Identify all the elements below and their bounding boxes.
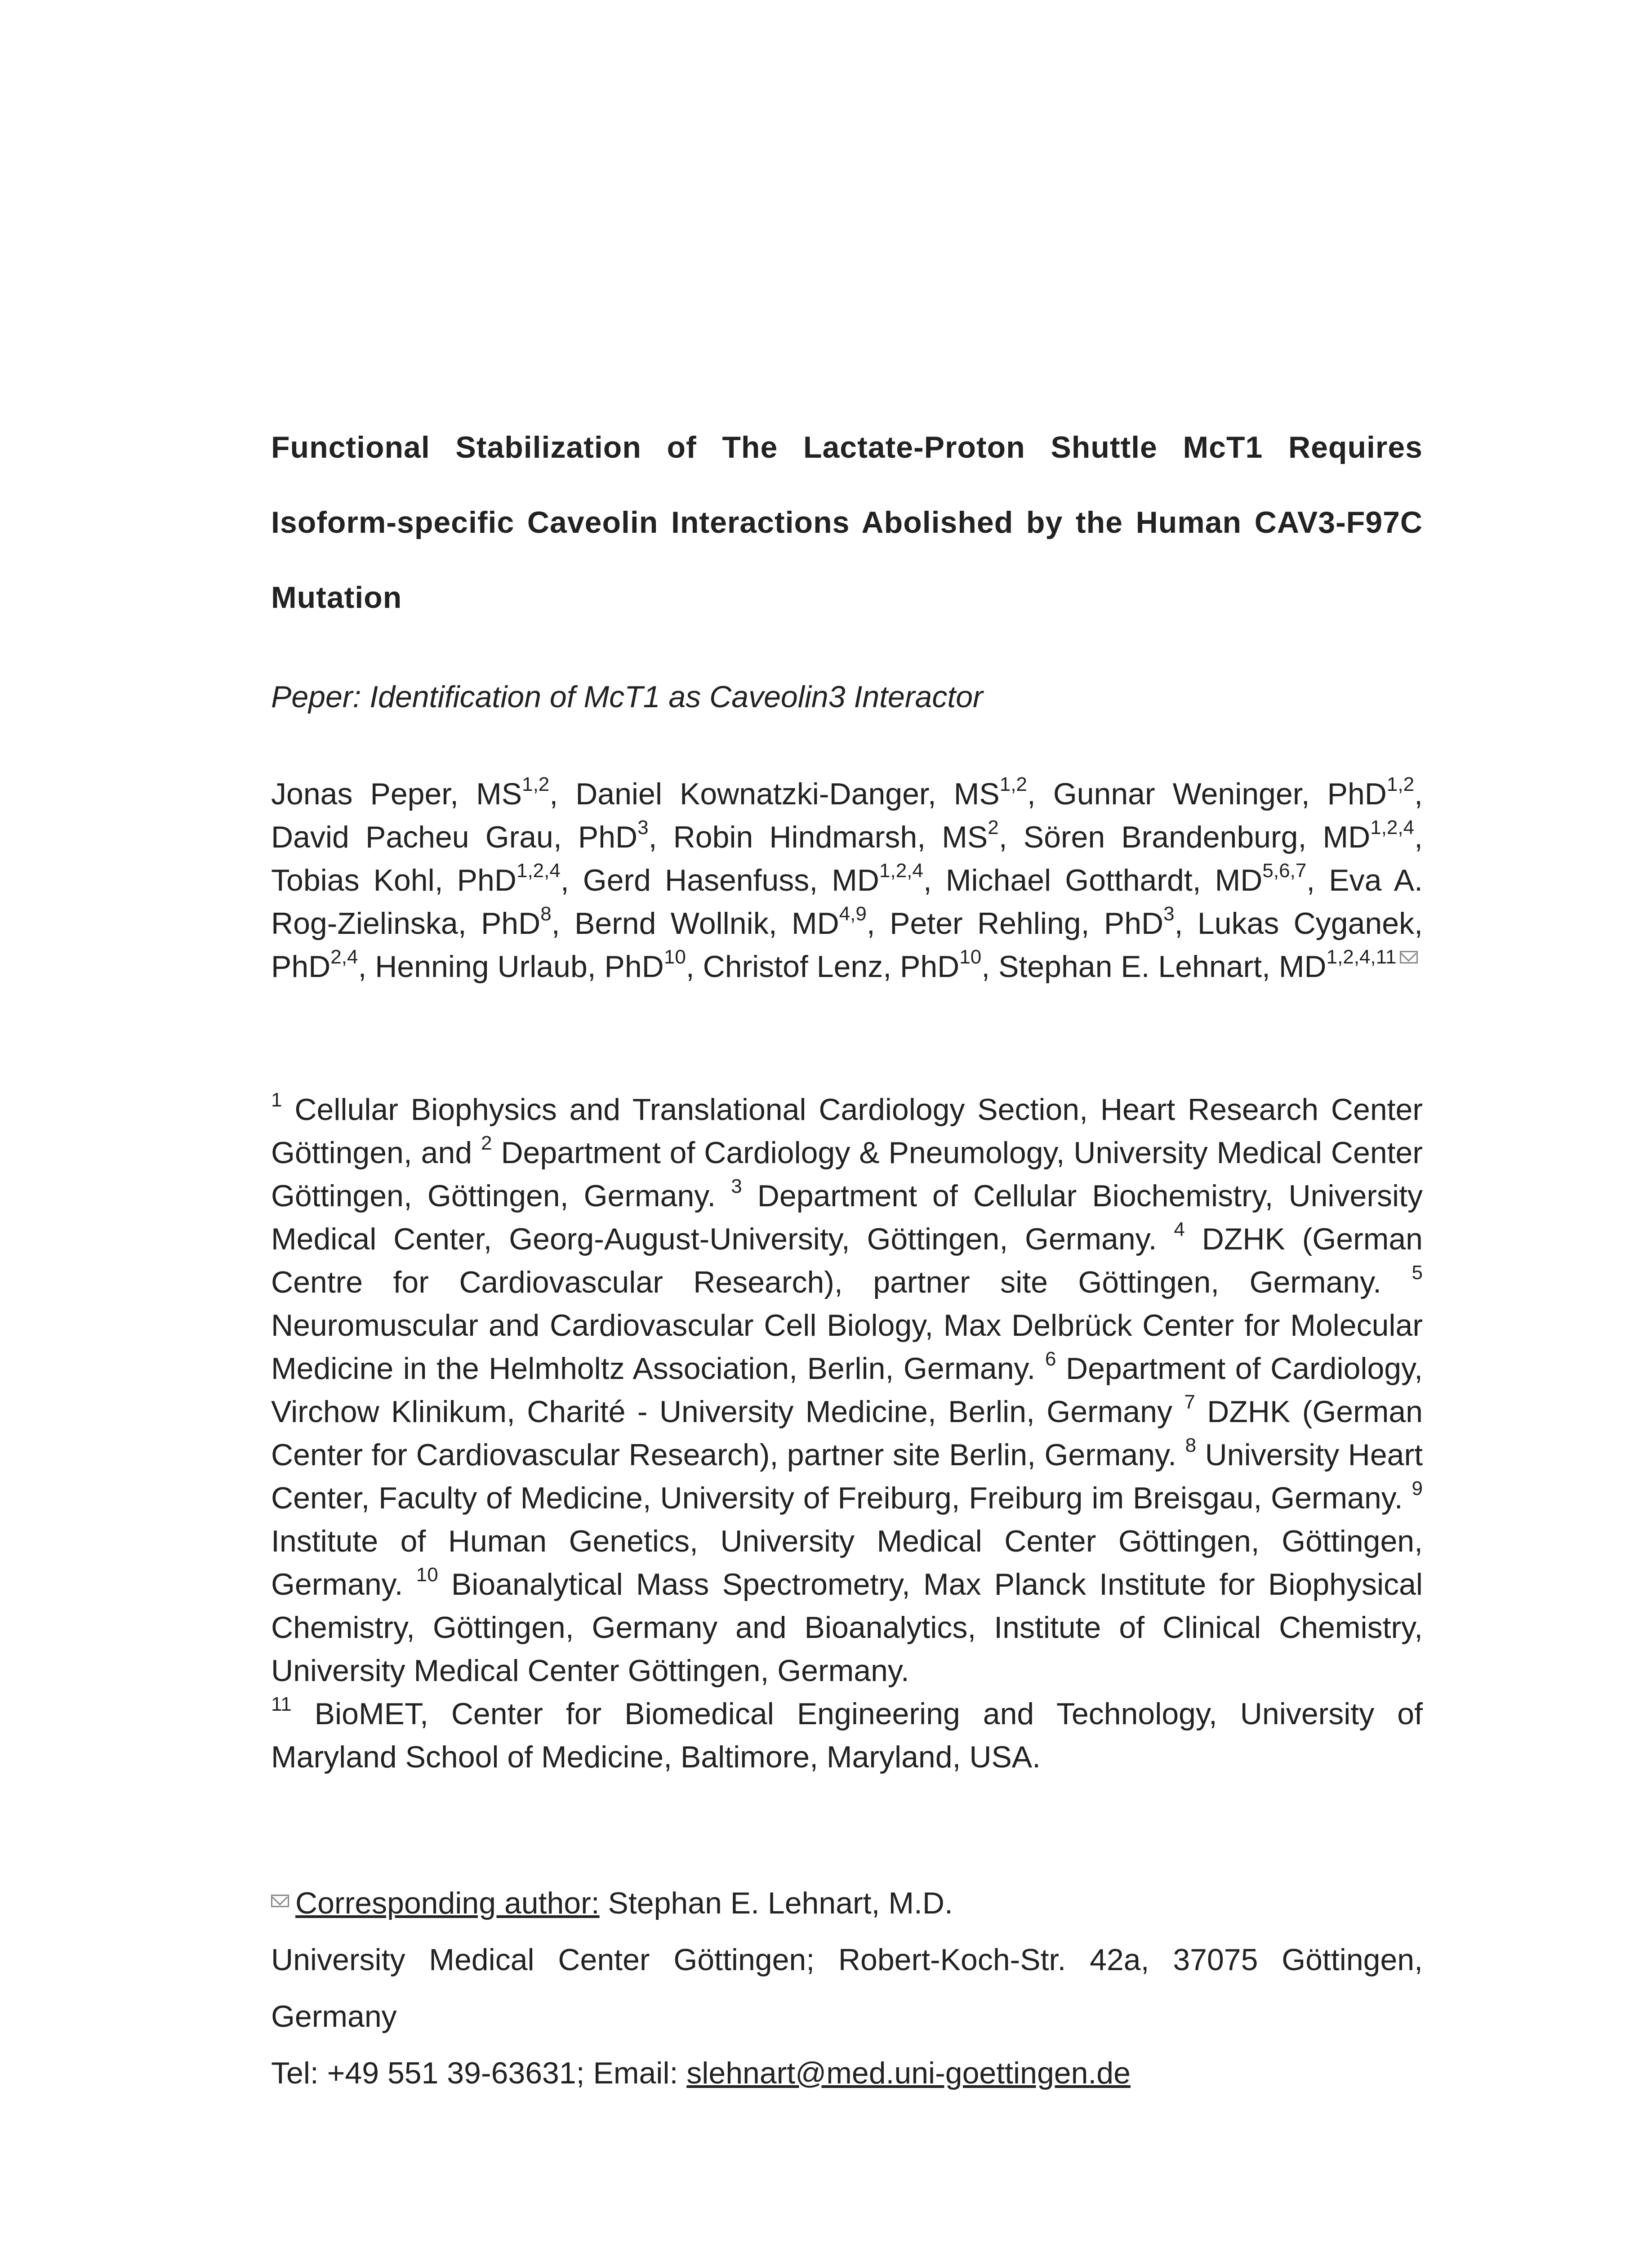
author-name: Sören Brandenburg, MD [1023,820,1371,854]
author-name: Tobias Kohl, PhD [271,863,517,897]
author-affiliation-marker: 2,4 [330,946,358,968]
author-affiliation-marker: 3 [637,816,649,839]
author-separator: , [1174,906,1198,941]
affiliation-entry [271,1564,1423,1688]
affiliation-number: 1 [271,1089,282,1111]
author-separator: , [686,950,703,984]
author-separator: , [1414,777,1423,811]
author-entry [583,860,946,897]
paper-title: Functional Stabilization of The Lactate-Proton Shuttle McT1 Requires Isoform-specific Caveolin Interactions Abolished by the Human CAV3-F97C Mutation [271,430,1423,615]
corresponding-author-name: Stephan E. Lehnart, M.D. [599,1886,953,1920]
author-name: Lukas Cyganek, PhD [271,906,1423,984]
affiliation-number: 11 [271,1693,292,1715]
author-separator: , [648,820,673,854]
affiliation-text: BioMET, Center for Biomedical Engineering and Technology, University of Maryland School of Medicine, Baltimore, Maryland, USA. [271,1697,1423,1774]
author-affiliation-marker: 2 [988,816,999,839]
author-separator: , [1027,777,1053,811]
author-affiliation-marker: 8 [540,903,552,925]
affiliation-text: Cellular Biophysics and Translational Cardiology Section, Heart Research Center Göttingen, and [271,1093,1423,1170]
affiliation-list [271,1088,1423,1779]
affiliation-text: Neuromuscular and Cardiovascular Cell Biology, Max Delbrück Center for Molecular Medicine in the Helmholtz Association, Berlin, Germany. [271,1308,1423,1386]
envelope-icon [1400,951,1418,963]
author-separator: , [1306,863,1329,897]
affiliation-text: Department of Cardiology & Pneumology, University Medical Center Göttingen, Göttingen, Germany. [271,1136,1423,1213]
author-separator: , [998,820,1024,854]
author-entry [1053,773,1423,811]
author-entry [890,903,1198,941]
author-separator: , [923,863,946,897]
author-affiliation-marker: 1,2,4,11 [1326,946,1397,968]
author-entry [271,773,576,811]
author-entry [574,903,890,941]
author-affiliation-marker: 1,2,4 [879,860,923,882]
correspondence-block [271,1875,1423,2101]
affiliation-number: 6 [1045,1348,1056,1370]
affiliation-number: 9 [1412,1477,1423,1499]
author-name: Michael Gotthardt, MD [945,863,1263,897]
affiliation-number: 8 [1185,1434,1197,1456]
affiliation-text: University Heart Center, Faculty of Medicine, University of Freiburg, Freiburg im Breisgau, Germany. [271,1438,1423,1515]
corresponding-author-line [271,1875,1423,1931]
author-name: Stephan E. Lehnart, MD [998,950,1327,984]
author-name: David Pacheu Grau, PhD [271,820,638,854]
author-separator: , [560,863,583,897]
corresponding-author-label: Corresponding author: [295,1886,600,1920]
author-separator: , [1414,820,1423,854]
author-affiliation-marker: 3 [1163,903,1175,925]
affiliation-number: 4 [1174,1218,1185,1240]
author-name: Bernd Wollnik, MD [574,906,839,941]
corresponding-address: University Medical Center Göttingen; Robert-Koch-Str. 42a, 37075 Göttingen, Germany [271,1943,1423,2034]
author-entry [375,946,703,984]
author-name: Christof Lenz, PhD [703,950,960,984]
author-affiliation-marker: 4,9 [839,903,867,925]
author-entry [945,860,1329,897]
author-name: Gerd Hasenfuss, MD [583,863,880,897]
author-separator: , [549,777,576,811]
author-affiliation-marker: 1,2 [999,773,1027,795]
author-entry [703,946,999,984]
author-name: Eva A. Rog-Zielinska, PhD [271,863,1423,941]
author-list [271,772,1423,988]
envelope-icon [271,1895,289,1907]
affiliation-text: DZHK (German Centre for Cardiovascular Research), partner site Göttingen, Germany. [271,1222,1423,1299]
author-separator: , [551,906,574,941]
author-affiliation-marker: 10 [959,946,982,968]
affiliation-number: 7 [1184,1391,1195,1413]
author-separator: , [981,950,999,984]
affiliation-text: DZHK (German Center for Cardiovascular Research), partner site Berlin, Germany. [271,1395,1423,1472]
author-name: Henning Urlaub, PhD [375,950,664,984]
affiliation-text: Department of Cardiology, Virchow Klinikum, Charité - University Medicine, Berlin, Germany [271,1351,1423,1429]
author-affiliation-marker: 1,2 [522,773,550,795]
author-name: Jonas Peper, MS [271,777,522,811]
author-name: Robin Hindmarsh, MS [673,820,988,854]
affiliation-number: 3 [731,1175,742,1197]
author-entry [1023,816,1423,854]
affiliation-text: Department of Cellular Biochemistry, University Medical Center, Georg-August-University, Göttingen, Germany. [271,1179,1423,1256]
affiliation-number: 10 [416,1564,438,1586]
author-entry [271,860,583,897]
author-entry [998,946,1418,984]
running-title: Peper: Identification of McT1 as Caveolin3 Interactor [271,680,983,714]
affiliation-text: Bioanalytical Mass Spectrometry, Max Planck Institute for Biophysical Chemistry, Göttingen, Germany and Bioanalytics, Institute of Clinical Chemistry, University Medical Center Göttingen, Germany. [271,1567,1423,1688]
author-name: Daniel Kownatzki-Danger, MS [575,777,1000,811]
contact-line [271,2045,1423,2101]
affiliation-text: Institute of Human Genetics, University Medical Center Göttingen, Göttingen, Germany. [271,1524,1423,1601]
affiliation-entry [271,1693,1423,1774]
telephone-text: Tel: +49 551 39-63631; Email: [271,2056,687,2090]
email-link[interactable]: slehnart@med.uni-goettingen.de [686,2056,1131,2090]
author-affiliation-marker: 10 [663,946,686,968]
affiliation-number: 2 [481,1132,492,1154]
author-affiliation-marker: 1,2 [1386,773,1415,795]
author-entry [673,816,1024,854]
author-name: Gunnar Weninger, PhD [1053,777,1387,811]
author-entry [575,773,1053,811]
author-separator: , [358,950,375,984]
author-entry [271,816,673,854]
author-affiliation-marker: 5,6,7 [1262,860,1307,882]
author-affiliation-marker: 1,2,4 [516,860,561,882]
author-name: Peter Rehling, PhD [890,906,1164,941]
author-separator: , [866,906,890,941]
author-affiliation-marker: 1,2,4 [1370,816,1415,839]
affiliation-number: 5 [1412,1262,1423,1284]
